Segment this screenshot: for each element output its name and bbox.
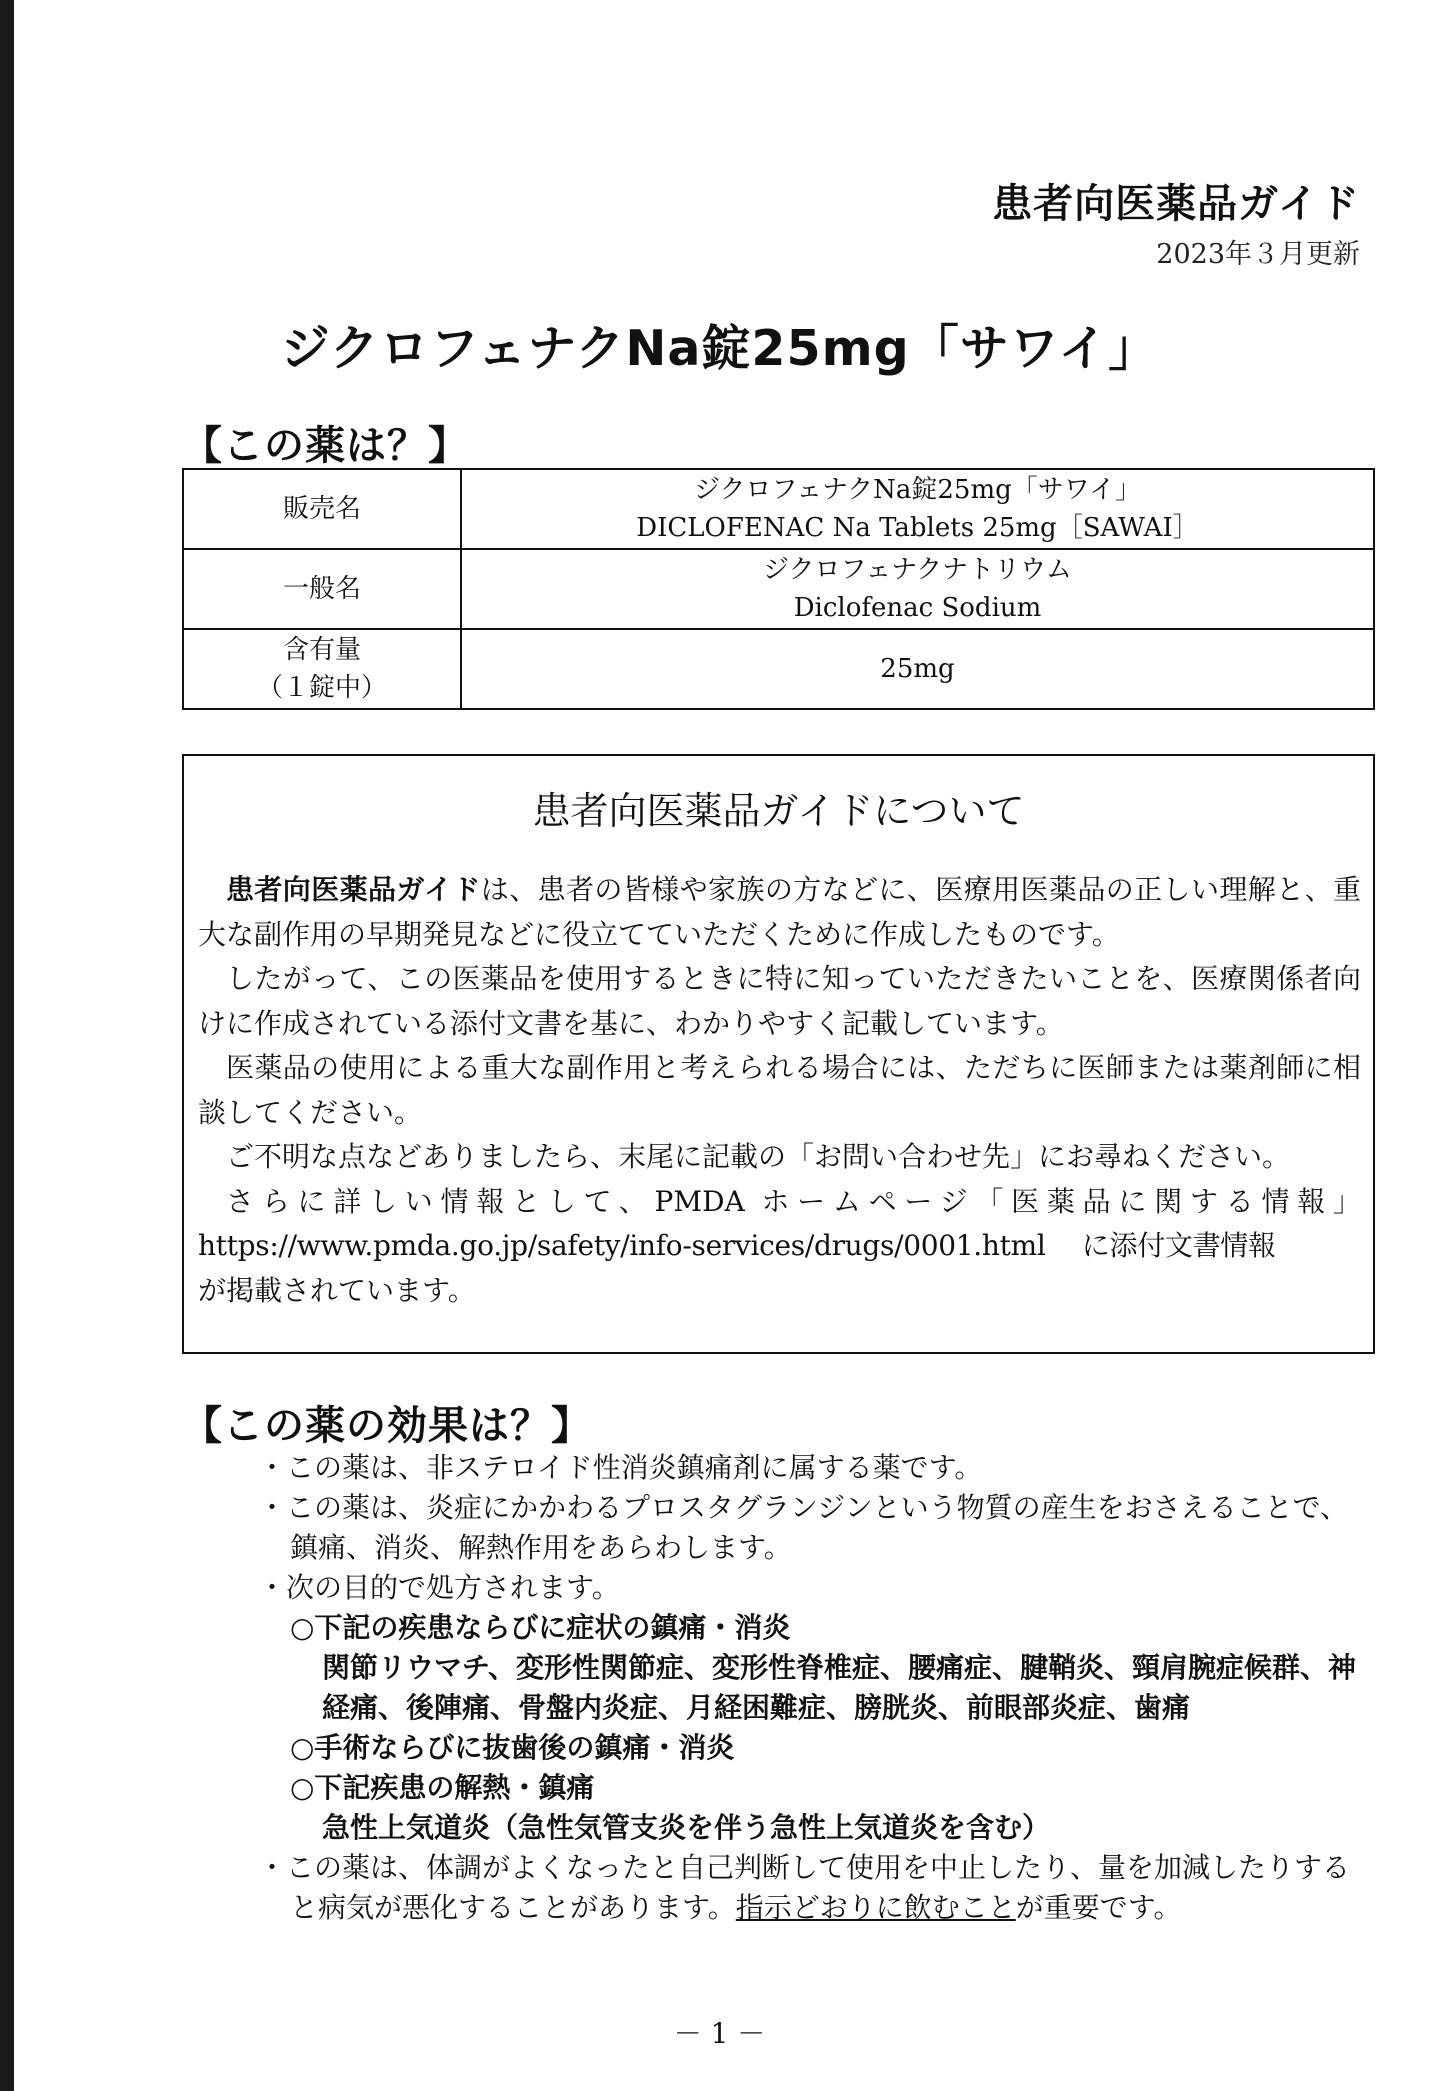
- list-item: ・この薬は、非ステロイド性消炎鎮痛剤に属する薬です。: [258, 1451, 983, 1484]
- brand-name-en: DICLOFENAC Na Tablets 25mg［SAWAI］: [636, 513, 1199, 543]
- document-type-title: 患者向医薬品ガイド: [992, 181, 1360, 227]
- about-paragraph: ご不明な点などありましたら、末尾に記載の「お問い合わせ先」にお尋ねください。: [226, 1140, 1291, 1173]
- row-label-generic-name: 一般名: [183, 549, 461, 629]
- content-label: 含有量: [282, 635, 361, 665]
- effects-list: [258, 1448, 1363, 1928]
- about-paragraph: 医薬品の使用による重大な副作用と考えられる場合には、ただちに医師または薬剤師に相談してください。: [198, 1051, 1361, 1129]
- indication-text: 急性上気道炎（急性気管支炎を伴う急性上気道炎を含む）: [322, 1811, 1051, 1844]
- generic-name-value: [461, 549, 1374, 629]
- about-text: に添付文書情報: [1081, 1229, 1276, 1262]
- about-paragraph: が掲載されています。: [198, 1273, 476, 1307]
- emphasis-underline: 指示どおりに飲むこと: [735, 1891, 1016, 1924]
- list-item: ・この薬は、炎症にかかわるプロスタグランジンという物質の産生をおさえることで、鎮痛、消炎、解熱作用をあらわします。: [258, 1491, 1349, 1564]
- brand-name-value: [461, 469, 1374, 549]
- about-text: は、患者の皆様や家族の方などに、医療用医薬品の正しい理解と、重大な副作用の早期発見などに役立てていただくために作成したものです。: [198, 873, 1361, 951]
- brand-name-jp: ジクロフェナクNa錠25mg「サワイ」: [694, 475, 1141, 505]
- about-guide-title: 患者向医薬品ガイドについて: [532, 789, 1025, 833]
- update-date: 2023年３月更新: [1156, 239, 1360, 270]
- guide-name-bold: 患者向医薬品ガイド: [226, 873, 481, 906]
- about-text: さらに詳しい情報として、PMDA ホームページ「医薬品に関する情報」: [226, 1184, 1361, 1218]
- indication-text: 関節リウマチ、変形性関節症、変形性脊椎症、腰痛症、腱鞘炎、頸肩腕症候群、神経痛、後陣痛、骨盤内炎症、月経困難症、膀胱炎、前眼部炎症、歯痛: [322, 1651, 1357, 1724]
- about-paragraph: [198, 868, 1361, 957]
- about-guide-box: [182, 754, 1375, 1354]
- content-value: 25mg: [461, 629, 1374, 709]
- drug-info-table: [182, 468, 1375, 710]
- list-item: [258, 1848, 1363, 1928]
- list-text: ・この薬は、体調がよくなったと自己判断して使用を中止したり、量を加減したりすると病気が悪化することがあります。: [258, 1851, 1351, 1924]
- row-label-brand-name: 販売名: [183, 469, 461, 549]
- indication-heading: ○手術ならびに抜歯後の鎮痛・消炎: [290, 1731, 735, 1764]
- about-paragraph: [198, 1224, 1361, 1269]
- table-row: [183, 629, 1374, 709]
- about-paragraph: [198, 1180, 1361, 1225]
- about-paragraph: したがって、この医薬品を使用するときに特に知っていただきたいことを、医療関係者向けに作成されている添付文書を基に、わかりやすく記載しています。: [198, 962, 1361, 1040]
- table-row: [183, 549, 1374, 629]
- page-number: － 1 －: [673, 2017, 766, 2050]
- indication-heading: ○下記の疾患ならびに症状の鎮痛・消炎: [290, 1611, 791, 1644]
- section-heading-what-is-this: 【この薬は？】: [182, 423, 469, 469]
- indication-heading: ○下記疾患の解熱・鎮痛: [290, 1771, 595, 1804]
- list-text: が重要です。: [1015, 1891, 1182, 1924]
- row-label-content: [183, 629, 461, 709]
- table-row: [183, 469, 1374, 549]
- about-guide-body: [198, 868, 1361, 1313]
- generic-name-en: Diclofenac Sodium: [793, 593, 1042, 623]
- drug-name-title: ジクロフェナクNa錠25mg「サワイ」: [280, 320, 1159, 377]
- list-item: ・次の目的で処方されます。: [258, 1571, 620, 1604]
- content-label-sub: （１錠中）: [256, 673, 387, 703]
- section-heading-effects: 【この薬の効果は？】: [182, 1403, 592, 1449]
- pmda-url-link[interactable]: https://www.pmda.go.jp/safety/info-services/drugs/0001.html: [198, 1229, 1046, 1262]
- generic-name-jp: ジクロフェナクナトリウム: [763, 555, 1072, 585]
